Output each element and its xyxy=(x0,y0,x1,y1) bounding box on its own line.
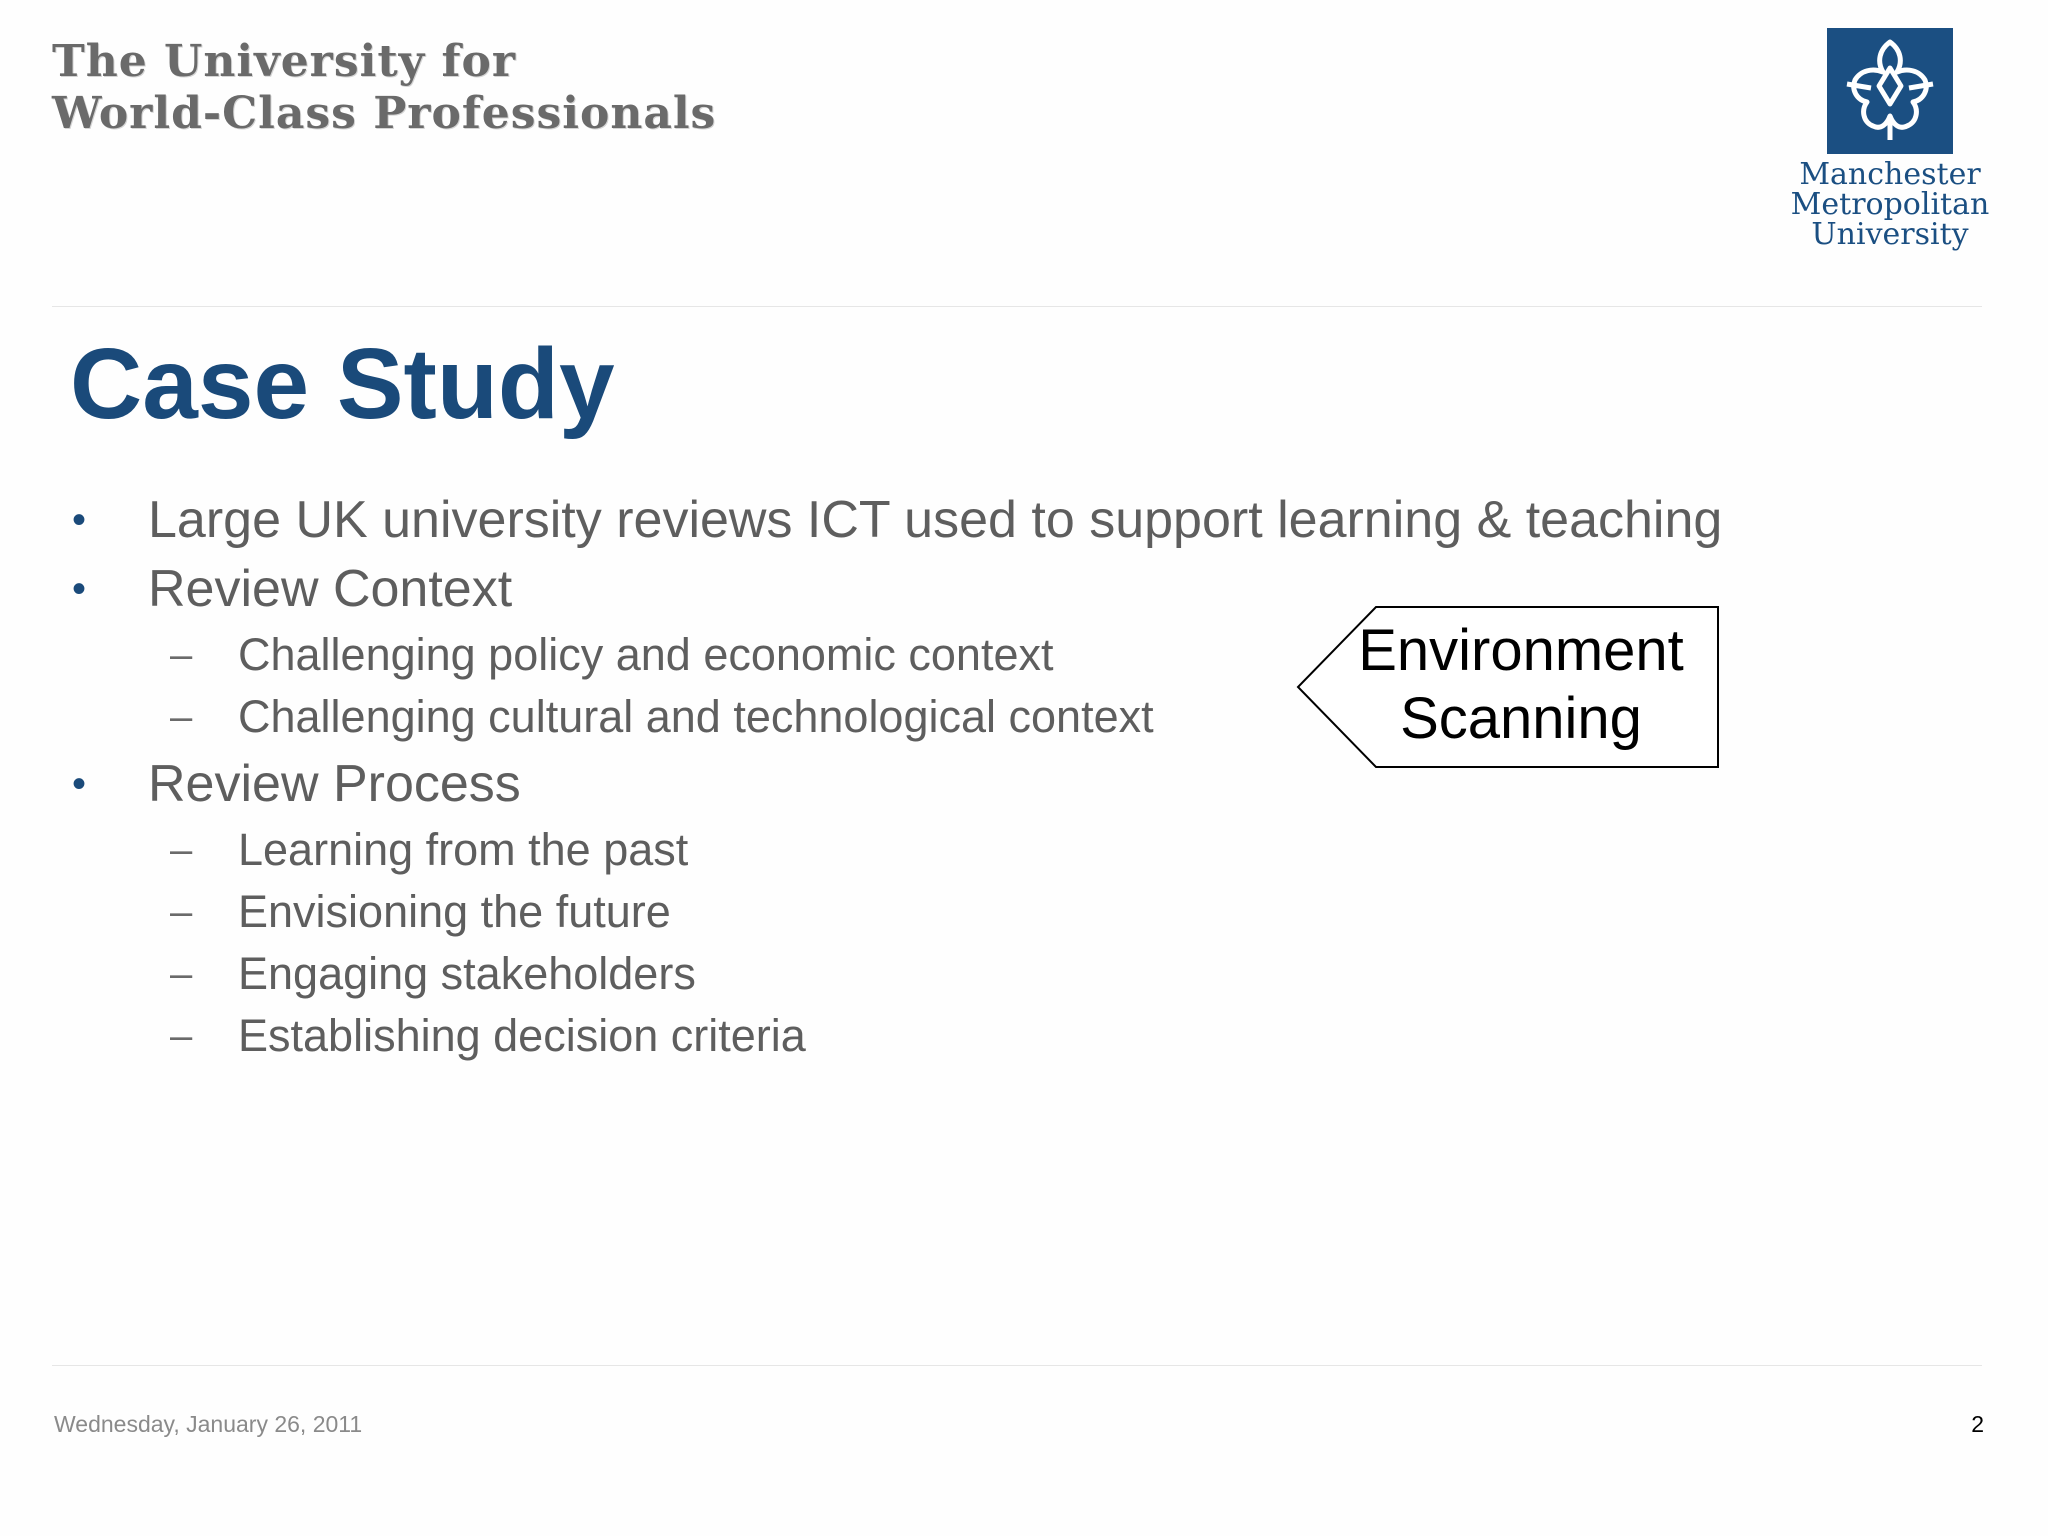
environment-scanning-callout xyxy=(1296,605,1720,769)
logo-name-line-1: Manchester xyxy=(1799,157,1981,192)
sub-bullet-marker: – xyxy=(170,1014,193,1058)
sub-bullet-item-3-4: Establishing decision criteria xyxy=(238,1010,806,1061)
sub-bullet-item-3-2: Envisioning the future xyxy=(238,886,671,937)
bullet-marker: • xyxy=(72,762,87,806)
logo-name-line-3: University xyxy=(1811,217,1969,252)
tagline-line-1: The University for xyxy=(52,36,517,87)
footer-date: Wednesday, January 26, 2011 xyxy=(54,1411,363,1437)
footer-divider xyxy=(52,1365,1982,1366)
sub-bullet-marker: – xyxy=(170,695,193,739)
sub-bullet-item-3-3: Engaging stakeholders xyxy=(238,948,696,999)
sub-bullet-marker: – xyxy=(170,633,193,677)
rose-emblem-icon xyxy=(1827,28,1953,154)
page-number: 2 xyxy=(1971,1411,1984,1437)
slide-title: Case Study xyxy=(70,328,615,440)
logo-name-line-2: Metropolitan xyxy=(1790,187,1990,222)
university-tagline xyxy=(52,36,716,140)
sub-bullet-item-2-2: Challenging cultural and technological context xyxy=(238,691,1154,742)
logo-name xyxy=(1780,157,2000,252)
bullet-marker: • xyxy=(72,567,87,611)
sub-bullet-marker: – xyxy=(170,890,193,934)
callout-line-2: Scanning xyxy=(1400,686,1642,751)
sub-bullet-marker: – xyxy=(170,828,193,872)
callout-label xyxy=(1326,617,1716,753)
tagline-line-2: World-Class Professionals xyxy=(52,88,717,139)
sub-bullet-item-2-1: Challenging policy and economic context xyxy=(238,629,1054,680)
callout-line-1: Environment xyxy=(1358,618,1684,683)
sub-bullet-item-3-1: Learning from the past xyxy=(238,824,689,875)
bullet-item-1: Large UK university reviews ICT used to support learning & teaching xyxy=(148,491,1723,549)
bullet-marker: • xyxy=(72,498,87,542)
bullet-item-3: Review Process xyxy=(148,755,521,813)
header-divider xyxy=(52,306,1982,307)
bullet-item-2: Review Context xyxy=(148,560,513,618)
sub-bullet-marker: – xyxy=(170,952,193,996)
